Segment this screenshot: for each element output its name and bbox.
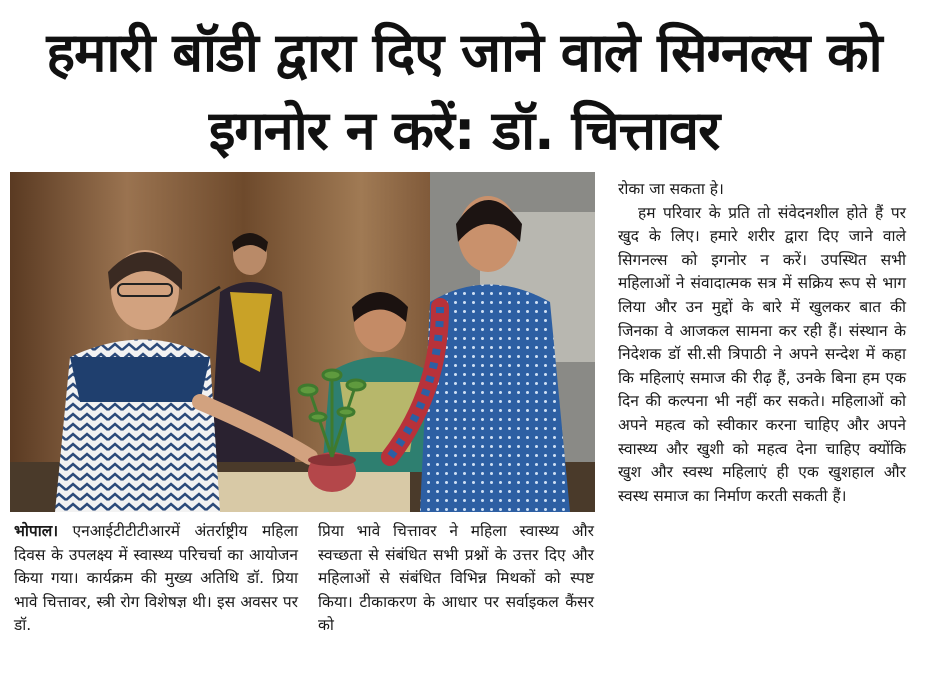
headline [10, 14, 918, 170]
article-column-3 [618, 178, 906, 508]
dateline: भोपाल। [14, 522, 59, 540]
article-col3-para2: हम परिवार के प्रति तो संवेदनशील होते हैं पर खुद के लिए। हमारे शरीर द्वारा दिए जाने वाले सिगनल्स को इगनोर न करें। उपस्थित सभी महिलाओं ने संवादात्मक सत्र में सक्रिय रूप से भाग लिया और उन मुद्दों के बारे में खुलकर बात की जिनका वे आजकल सामना कर रही हैं। संस्थान के निदेशक डॉ सी.सी त्रिपाठी ने अपने सन्देश में कहा कि महिलाएं समाज की रीढ़ हैं, उनके बिना हम एक दिन की कल्पना भी नहीं कर सकते। महिलाओं को अपने महत्व को स्वीकार करना चाहिए और अपने स्वास्थ्य और खुशी को महत्व देना चाहिए क्योंकि खुश और स्वस्थ महिलाएं ही एक खुशहाल और स्वस्थ समाज का निर्माण करती सकती हैं। [618, 203, 906, 505]
headline-line-2: इगनोर न करें: डॉ. चित्तावर [208, 99, 720, 162]
article-col3-para1: रोका जा सकता हे। [618, 180, 724, 198]
article-column-1 [14, 520, 298, 638]
event-photo [10, 172, 595, 512]
event-photo-illustration [10, 172, 595, 512]
article-col2-text: प्रिया भावे चित्तावर ने महिला स्वास्थ्य और स्वच्छता से संबंधित सभी प्रश्नों के उत्तर दिए और महिलाओं से संबंधित विभिन्न मिथकों को स्पष्ट किया। टीकाकरण के आधार पर सर्वाइकल कैंसर को [318, 522, 594, 635]
article-col1-text: एनआईटीटीटीआरमें अंतर्राष्ट्रीय महिला दिवस के उपलक्ष्य में स्वास्थ्य परिचर्चा का आयोजन किया गया। कार्यक्रम की मुख्य अतिथि डॉ. प्रिया भावे चित्तावर, स्त्री रोग विशेषज्ञ थी। इस अवसर पर डॉ. [14, 522, 298, 635]
article-column-2 [318, 520, 594, 638]
headline-line-1: हमारी बॉडी द्वारा दिए जाने वाले सिग्नल्स को [46, 21, 882, 84]
